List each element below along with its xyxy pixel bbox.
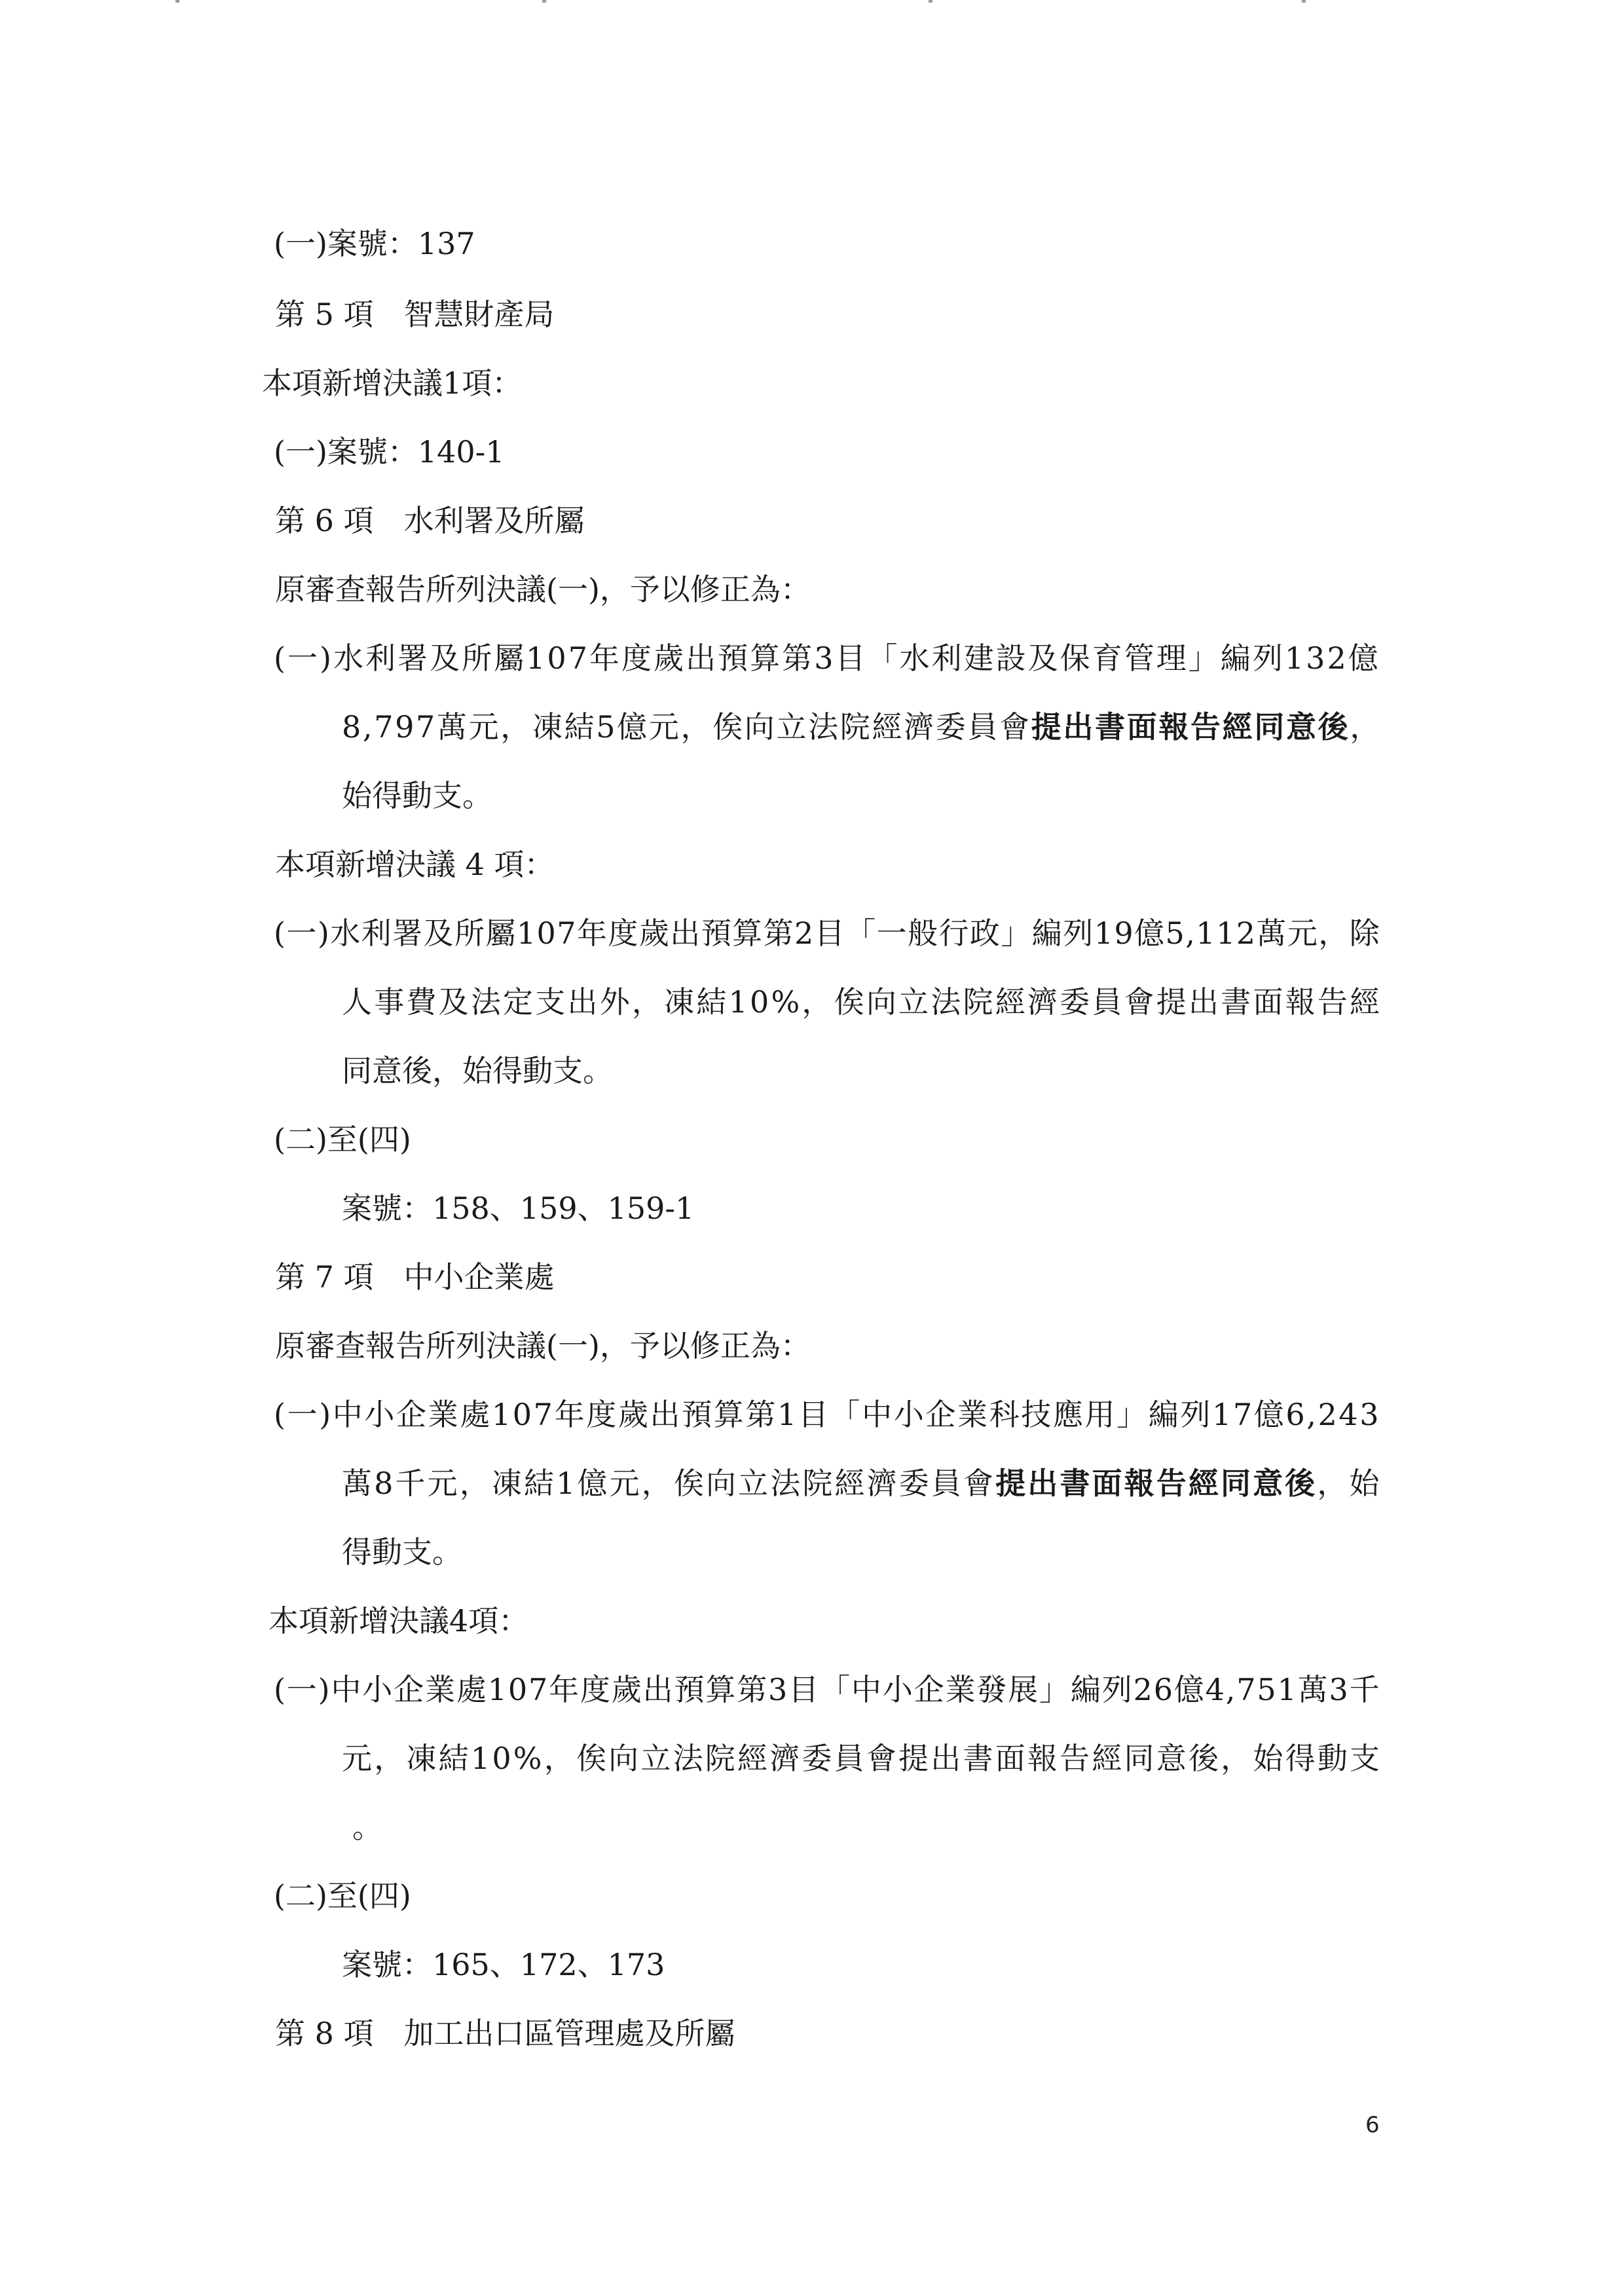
text-line xyxy=(262,363,522,403)
text-segment: (一)中小企業處107年度歲出預算第3目「中小企業發展」編列26億4,751萬3千 xyxy=(274,1672,1381,1707)
text-segment: 第 8 項 加工出口區管理處及所屬 xyxy=(275,2016,735,2051)
text-segment: 本項新增決議 4 項： xyxy=(275,847,555,882)
text-line xyxy=(275,295,555,334)
text-segment: 。 xyxy=(352,1809,382,1845)
scan-mark xyxy=(1302,0,1306,3)
text-line xyxy=(275,2014,735,2053)
text-segment: 始得動支。 xyxy=(342,778,492,813)
text-line xyxy=(274,432,505,472)
text-segment: 第 7 項 中小企業處 xyxy=(275,1259,555,1295)
text-segment: 第 6 項 水利署及所屬 xyxy=(275,503,585,538)
text-segment: 第 5 項 智慧財產局 xyxy=(275,297,555,332)
text-line xyxy=(274,914,1380,953)
text-segment: 本項新增決議4項： xyxy=(268,1603,529,1639)
text-line xyxy=(342,1532,462,1572)
text-line xyxy=(268,1601,528,1640)
text-segment: (一)水利署及所屬107年度歲出預算第2目「一般行政」編列19億5,112萬元，除 xyxy=(274,916,1381,951)
scan-mark xyxy=(929,0,932,3)
text-segment: 元，凍結10%，俟向立法院經濟委員會提出書面報告經同意後，始得動支 xyxy=(342,1741,1382,1776)
text-line xyxy=(274,1395,1380,1434)
bold-text: 提出書面報告經同意後 xyxy=(1031,709,1350,745)
text-segment: (一)水利署及所屬107年度歲出預算第3目「水利建設及保育管理」編列132億 xyxy=(274,640,1380,676)
text-line xyxy=(274,1120,411,1159)
text-line xyxy=(342,1739,1382,1778)
text-segment: (二)至(四) xyxy=(274,1122,411,1157)
text-line xyxy=(275,1326,811,1365)
scan-mark xyxy=(542,0,546,3)
text-line xyxy=(275,845,555,884)
text-segment: 8,797萬元，凍結5億元，俟向立法院經濟委員會 xyxy=(342,709,1031,745)
text-segment: (一)案號：137 xyxy=(274,226,475,261)
text-segment: 得動支。 xyxy=(342,1534,462,1570)
bold-text: 提出書面報告經同意後 xyxy=(995,1466,1318,1501)
text-segment: 萬8千元，凍結1億元，俟向立法院經濟委員會 xyxy=(342,1466,996,1501)
text-segment: 案號：158、159、159-1 xyxy=(342,1191,695,1226)
text-segment: 人事費及法定支出外，凍結10%，俟向立法院經濟委員會提出書面報告經 xyxy=(342,984,1382,1020)
text-line xyxy=(352,1807,382,1847)
text-line xyxy=(274,1670,1380,1709)
text-line xyxy=(275,570,811,609)
text-line xyxy=(275,1257,555,1297)
text-line xyxy=(274,639,1380,678)
text-line xyxy=(342,776,492,815)
page-number: 6 xyxy=(1365,2112,1380,2138)
text-segment: (二)至(四) xyxy=(274,1878,411,1914)
text-line xyxy=(274,224,475,263)
text-segment: ，始 xyxy=(1317,1466,1382,1501)
text-segment: 案號：165、172、173 xyxy=(342,1947,665,1982)
text-segment: 同意後，始得動支。 xyxy=(342,1053,613,1088)
text-segment: ， xyxy=(1350,709,1382,745)
text-line xyxy=(274,1876,411,1916)
text-line xyxy=(342,1051,613,1090)
text-segment: (一)案號：140-1 xyxy=(274,434,505,470)
text-segment: 原審查報告所列決議(一)，予以修正為： xyxy=(275,572,811,607)
text-segment: 本項新增決議1項： xyxy=(262,365,523,401)
text-line xyxy=(342,1189,694,1228)
text-line xyxy=(342,1945,665,1984)
text-segment: 原審查報告所列決議(一)，予以修正為： xyxy=(275,1328,811,1363)
scan-mark xyxy=(175,0,179,3)
text-segment: (一)中小企業處107年度歲出預算第1目「中小企業科技應用」編列17億6,243 xyxy=(274,1397,1381,1432)
text-line xyxy=(275,501,585,540)
text-line xyxy=(342,1464,1382,1503)
text-line xyxy=(342,982,1382,1022)
text-line xyxy=(342,707,1382,747)
